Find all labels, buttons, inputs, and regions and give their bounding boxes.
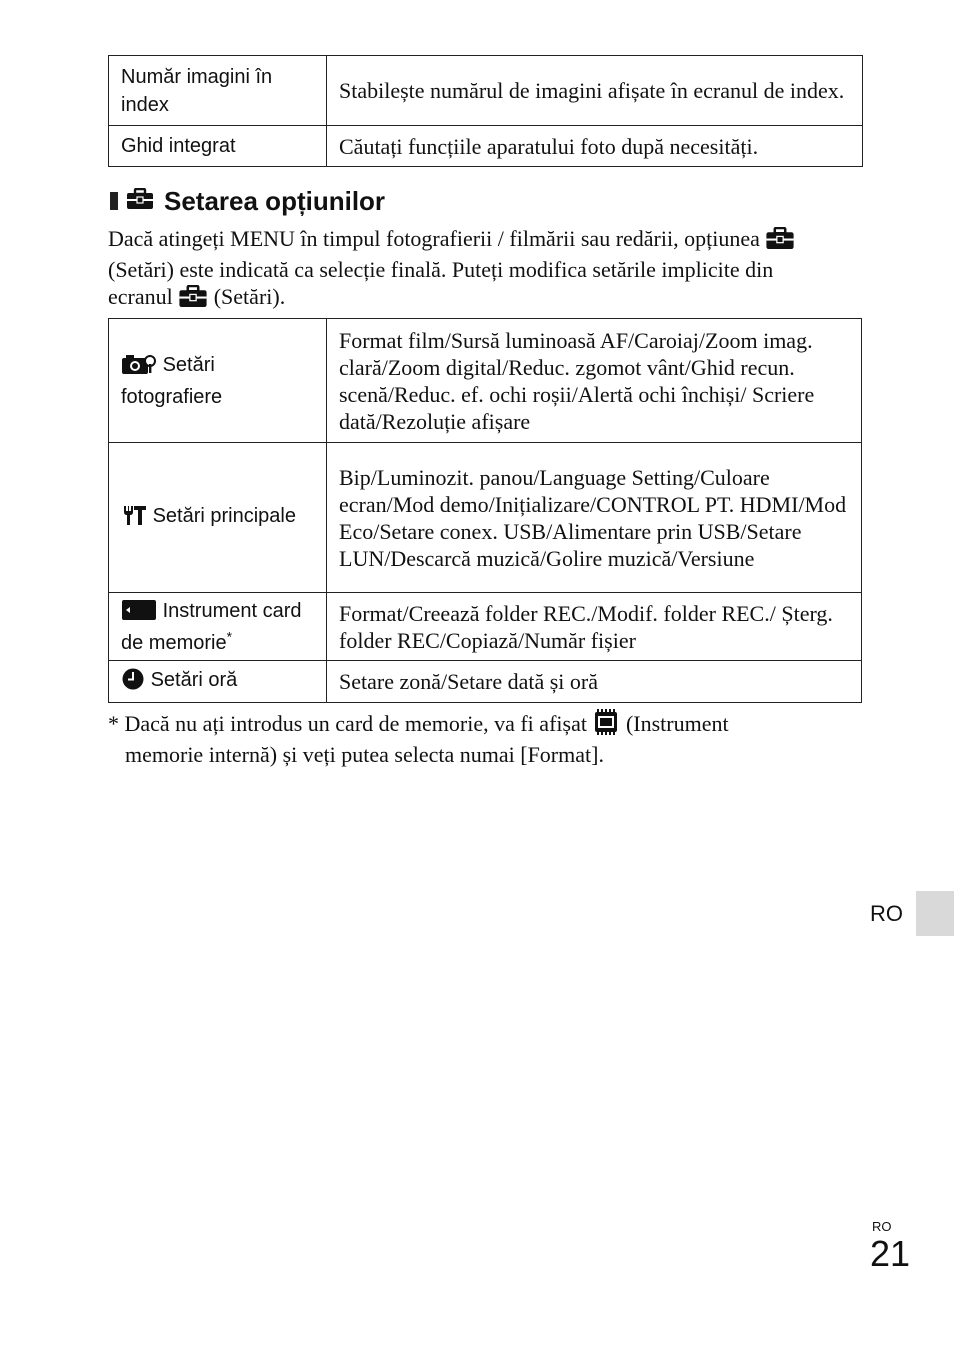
page-language: RO <box>872 1219 892 1234</box>
section-heading <box>110 184 385 218</box>
row-description: Bip/Luminozit. panou/Language Setting/Culoare ecran/Mod demo/Inițializare/CONTROL PT. HDMI/Mod Eco/Setare conex. USB/Alimentare prin USB/Setare LUN/Descarcă muzică/Golire muzică/Versiune <box>327 443 862 593</box>
index-table <box>108 55 863 167</box>
settings-table <box>108 318 862 703</box>
paragraph-text: (Setări). <box>213 284 286 309</box>
row-label <box>109 661 327 703</box>
table-row <box>109 593 862 661</box>
internal-memory-icon <box>592 709 620 741</box>
footnote-text: * Dacă nu ați introdus un card de memorie, va fi afișat <box>108 711 587 736</box>
tools-icon <box>121 504 147 534</box>
heading-marker <box>110 192 118 210</box>
row-description: Căutați funcțiile aparatului foto după necesități. <box>327 126 863 167</box>
table-row <box>109 319 862 443</box>
toolbox-icon <box>178 285 208 314</box>
footnote-marker: * <box>226 627 233 644</box>
intro-paragraph <box>108 225 838 314</box>
table-row <box>109 56 863 126</box>
clock-icon <box>121 668 145 698</box>
row-description: Stabilește numărul de imagini afișate în ecranul de index. <box>327 56 863 126</box>
row-label-text: Setări oră <box>150 668 238 691</box>
camera-settings-icon <box>121 353 157 383</box>
row-label <box>109 319 327 443</box>
row-description: Format film/Sursă luminoasă AF/Caroiaj/Zoom imag. clară/Zoom digital/Reduc. zgomot vânt/Ghid recun. scenă/Reduc. ef. ochi roșii/Alertă ochi închiși/ Scriere dată/Rezoluție afișare <box>327 319 862 443</box>
memory-card-icon <box>121 599 157 629</box>
row-description: Format/Creează folder REC./Modif. folder REC./ Șterg. folder REC/Copiază/Număr fișier <box>327 593 862 661</box>
row-label <box>109 443 327 593</box>
footnote-text: (Instrument <box>625 711 729 736</box>
paragraph-text: (Setări) este indicată ca selecție finală. Puteți modifica setările implicite din ecranul <box>108 257 774 309</box>
language-label: RO <box>870 901 903 926</box>
page-number: 21 <box>870 1233 911 1274</box>
table-row <box>109 443 862 593</box>
table-row <box>109 661 862 703</box>
footnote <box>108 709 848 768</box>
toolbox-icon <box>765 227 795 256</box>
row-label-text: Setări fotografiere <box>121 353 223 408</box>
footnote-text: memorie internă) și veți putea selecta numai [Format]. <box>125 742 604 767</box>
row-label: Număr imagini în index <box>109 56 327 126</box>
language-side-tab <box>916 891 954 936</box>
toolbox-icon <box>126 184 154 218</box>
row-description: Setare zonă/Setare dată și oră <box>327 661 862 703</box>
row-label-text: Setări principale <box>152 504 296 527</box>
row-label: Ghid integrat <box>109 126 327 167</box>
table-row <box>109 126 863 167</box>
row-label <box>109 593 327 661</box>
paragraph-text: Dacă atingeți MENU în timpul fotografierii / filmării sau redării, opțiunea <box>108 226 760 251</box>
section-title: Setarea opțiunilor <box>164 186 386 216</box>
row-label-text: Instrument card de memorie <box>121 599 302 654</box>
